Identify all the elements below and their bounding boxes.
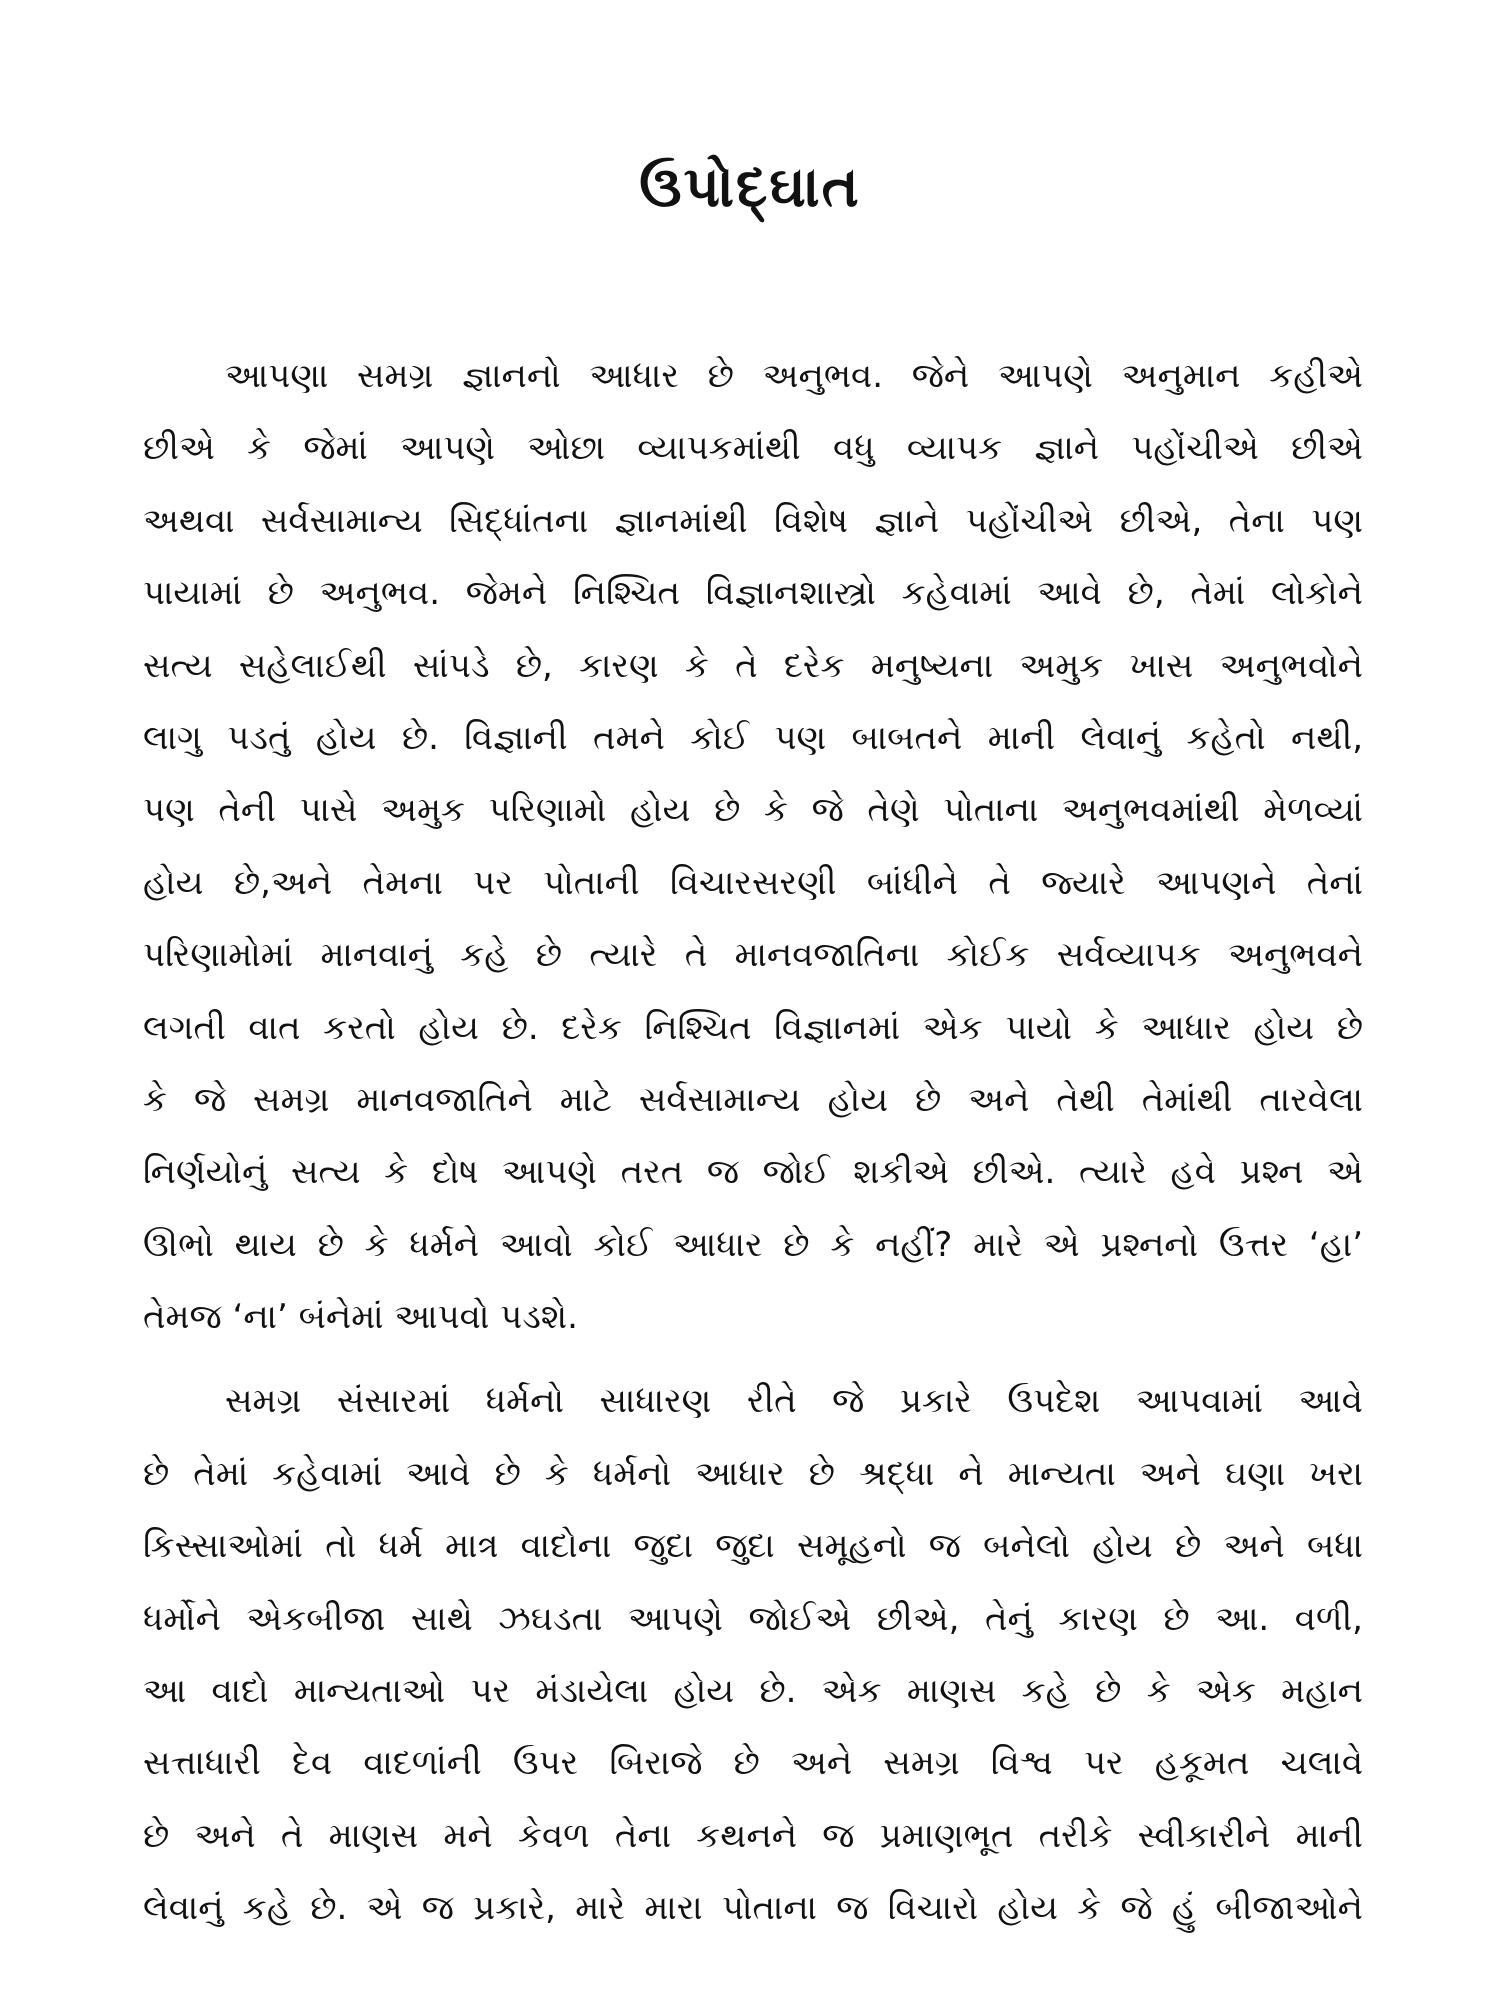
paragraph-2 [143,1365,1363,1944]
text-line: કે જે સમગ્ર માનવજાતિને માટે સર્વસામાન્ય હોય છે અને તેથી તેમાંથી તારવેલા [143,1079,1363,1120]
text-line: તેમજ ‘ના’ બંનેમાં આપવો પડશે. [143,1297,578,1338]
paragraph-gap [143,1353,1363,1365]
text-line: નિર્ણયોનું સત્ય કે દોષ આપણે તરત જ જોઈ શકીએ છીએ. ત્યારે હવે પ્રશ્ન એ [143,1152,1363,1193]
text-line: પરિણામોમાં માનવાનું કહે છે ત્યારે તે માનવજાતિના કોઈક સર્વવ્યાપક અનુભવને [143,935,1363,976]
page-title: ઉપોદ્ઘાત [639,155,861,220]
text-line: પણ તેની પાસે અમુક પરિણામો હોય છે કે જે તેણે પોતાના અનુભવમાંથી મેળવ્યાં [143,790,1363,831]
paragraph-1 [143,340,1363,1353]
text-line: છે તેમાં કહેવામાં આવે છે કે ધર્મનો આધાર છે શ્રદ્ધા ને માન્યતા અને ઘણા ખરા [143,1453,1363,1494]
text-line: લગતી વાત કરતો હોય છે. દરેક નિશ્ચિત વિજ્ઞાનમાં એક પાયો કે આધાર હોય છે [143,1007,1363,1048]
text-line: પાયામાં છે અનુભવ. જેમને નિશ્ચિત વિજ્ઞાનશાસ્ત્રો કહેવામાં આવે છે, તેમાં લોકોને [143,573,1363,614]
text-line: આ વાદો માન્યતાઓ પર મંડાયેલા હોય છે. એક માણસ કહે છે કે એક મહાન [143,1671,1363,1712]
text-line: હોય છે,અને તેમના પર પોતાની વિચારસરણી બાંધીને તે જ્યારે આપણને તેનાં [143,862,1363,903]
text-line: છે અને તે માણસ મને કેવળ તેના કથનને જ પ્રમાણભૂત તરીકે સ્વીકારીને માની [143,1815,1363,1856]
text-line: આપણા સમગ્ર જ્ઞાનનો આધાર છે અનુભવ. જેને આપણે અનુમાન કહીએ [225,356,1363,396]
text-line: સત્ય સહેલાઈથી સાંપડે છે, કારણ કે તે દરેક મનુષ્યના અમુક ખાસ અનુભવોને [143,645,1363,686]
text-line: ધર્મોને એકબીજા સાથે ઝઘડતા આપણે જોઈએ છીએ, તેનું કારણ છે આ. વળી, [143,1598,1363,1639]
text-line: સમગ્ર સંસારમાં ધર્મનો સાધારણ રીતે જે પ્રકારે ઉપદેશ આપવામાં આવે [225,1381,1363,1422]
text-line: ઊભો થાય છે કે ધર્મને આવો કોઈ આધાર છે કે નહીં? મારે એ પ્રશ્નનો ઉત્તર ‘હા’ [143,1224,1363,1265]
text-line: છીએ કે જેમાં આપણે ઓછા વ્યાપકમાંથી વધુ વ્યાપક જ્ઞાને પહોંચીએ છીએ [143,428,1363,469]
text-line: અથવા સર્વસામાન્ય સિદ્ધાંતના જ્ઞાનમાંથી વિશેષ જ્ઞાને પહોંચીએ છીએ, તેના પણ [143,500,1363,541]
text-line: લેવાનું કહે છે. એ જ પ્રકારે, મારે મારા પોતાના જ વિચારો હોય કે જે હું બીજાઓને [143,1888,1363,1929]
text-line: લાગુ પડતું હોય છે. વિજ્ઞાની તમને કોઈ પણ બાબતને માની લેવાનું કહેતો નથી, [143,717,1363,758]
body-text [143,340,1363,1945]
text-line: સત્તાધારી દેવ વાદળાંની ઉપર બિરાજે છે અને સમગ્ર વિશ્વ પર હકૂમત ચલાવે [143,1743,1363,1784]
text-line: કિસ્સાઓમાં તો ધર્મ માત્ર વાદોના જુદા જુદા સમૂહનો જ બનેલો હોય છે અને બધા [143,1526,1363,1567]
